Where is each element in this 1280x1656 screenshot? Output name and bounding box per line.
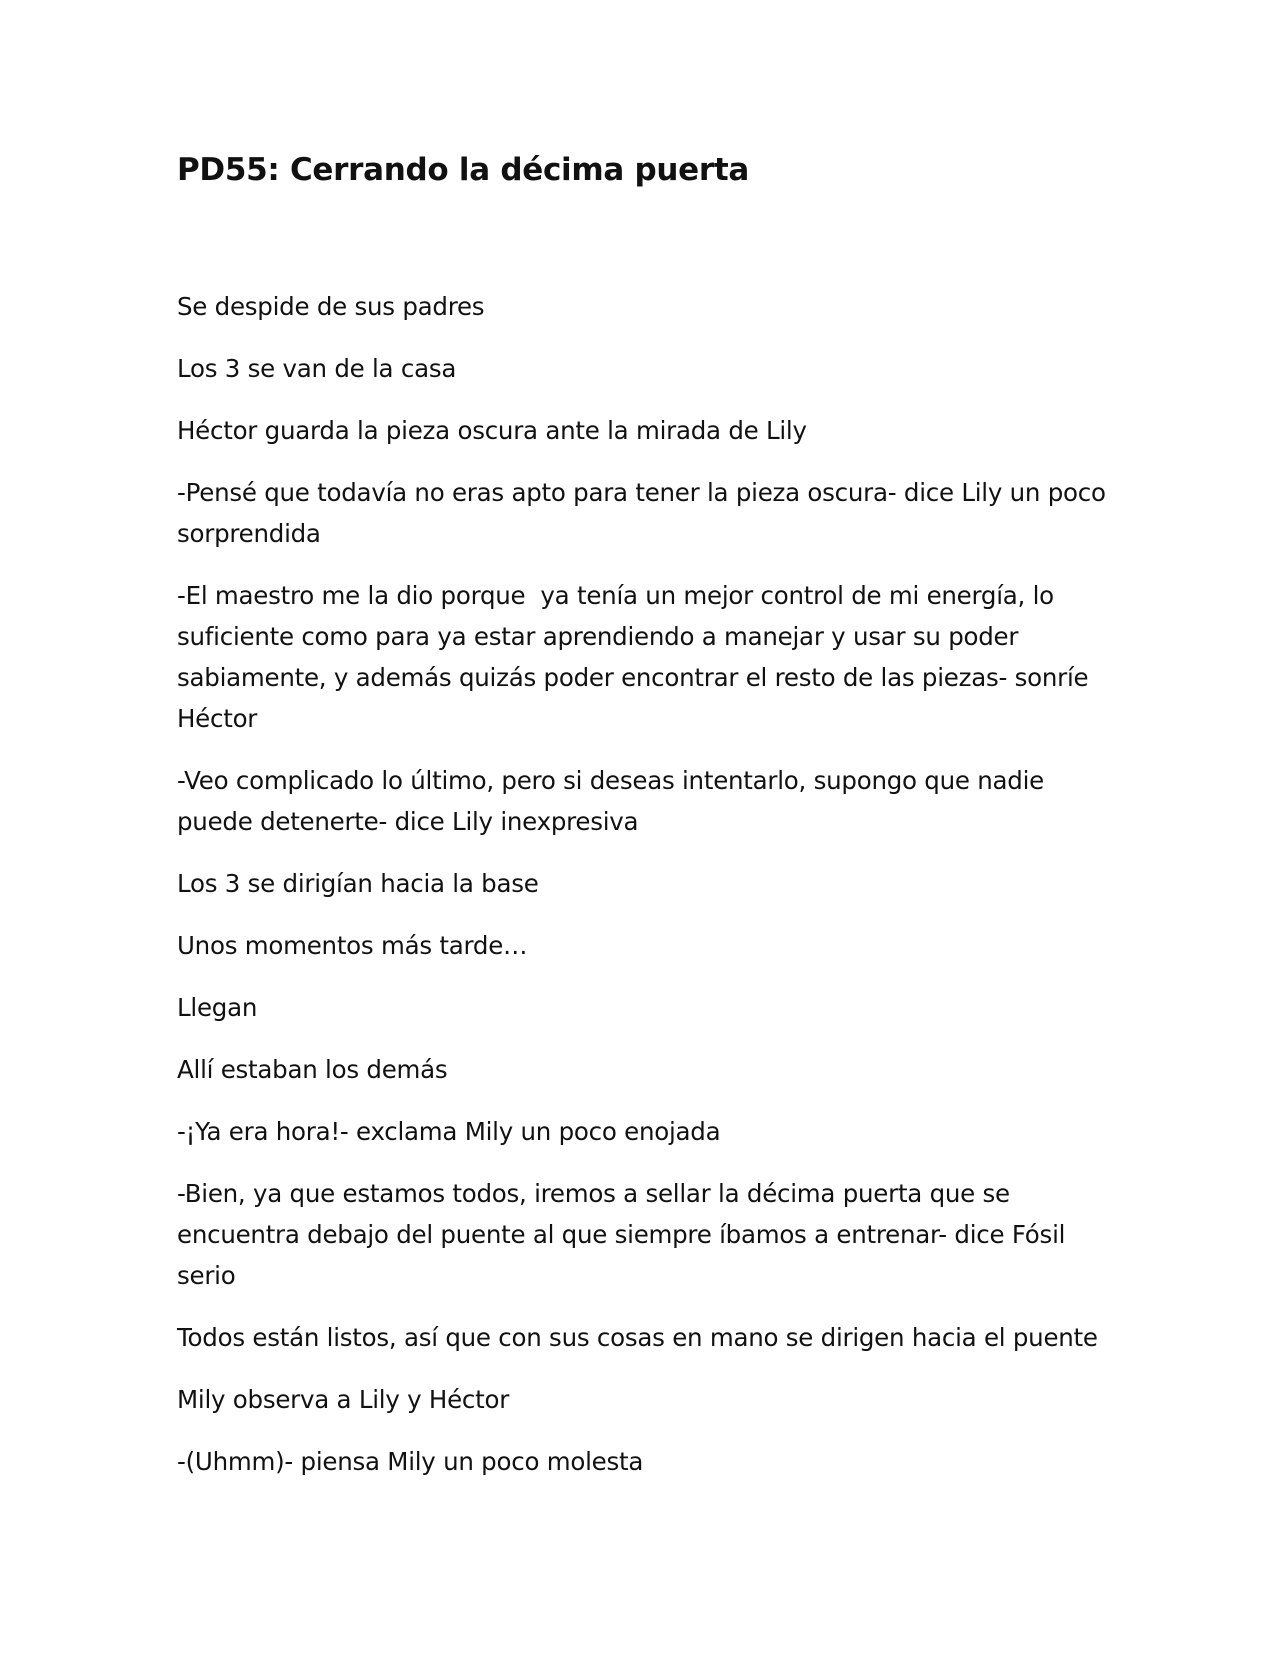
paragraph: Se despide de sus padres [177,292,485,321]
paragraph: -¡Ya era hora!- exclama Mily un poco enojada [177,1117,721,1146]
document-body [177,148,1114,1503]
paragraph: Unos momentos más tarde… [177,931,528,960]
paragraph: -Pensé que todavía no eras apto para tener la pieza oscura- dice Lily un poco sorprendida [177,478,1114,548]
paragraph: Los 3 se dirigían hacia la base [177,869,539,898]
paragraph: -El maestro me la dio porque ya tenía un mejor control de mi energía, lo suficiente como para ya estar aprendiendo a manejar y usar su poder sabiamente, y además quizás poder encontrar el resto de las piezas- sonríe Héctor [177,581,1096,733]
paragraph: Llegan [177,993,258,1022]
paragraph: -Veo complicado lo último, pero si deseas intentarlo, supongo que nadie puede detenerte- dice Lily inexpresiva [177,766,1052,836]
paragraph: Héctor guarda la pieza oscura ante la mirada de Lily [177,416,807,445]
paragraph: Los 3 se van de la casa [177,354,457,383]
paragraph: -Bien, ya que estamos todos, iremos a sellar la décima puerta que se encuentra debajo del puente al que siempre íbamos a entrenar- dice Fósil serio [177,1179,1073,1290]
paragraph: Todos están listos, así que con sus cosas en mano se dirigen hacia el puente [177,1323,1098,1352]
paragraph: Mily observa a Lily y Héctor [177,1385,510,1414]
paragraph-list [177,286,1114,1482]
paragraph: Allí estaban los demás [177,1055,448,1084]
document-title: PD55: Cerrando la décima puerta [177,152,749,188]
paragraph: -(Uhmm)- piensa Mily un poco molesta [177,1447,644,1476]
